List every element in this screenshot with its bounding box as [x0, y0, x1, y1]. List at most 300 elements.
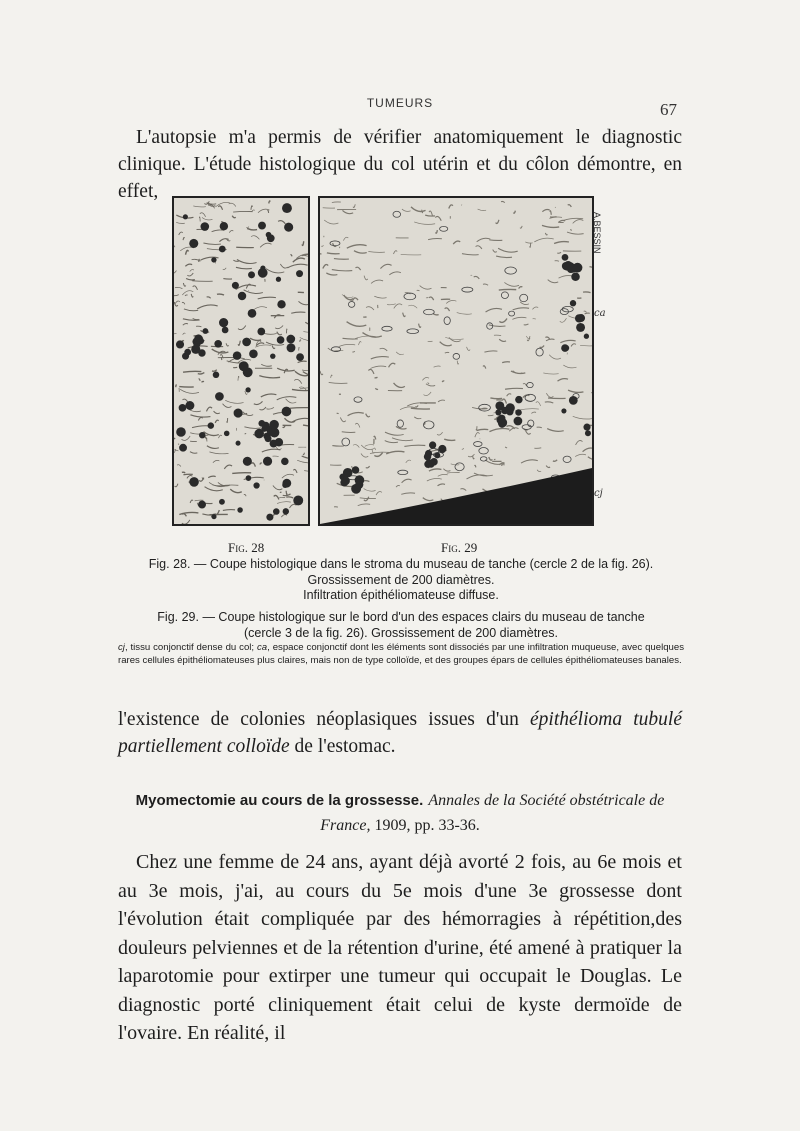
tissue-fiber	[273, 486, 282, 490]
tissue-fiber	[501, 201, 505, 202]
tissue-fiber	[190, 415, 210, 417]
tissue-fiber	[385, 441, 398, 443]
tissue-cell	[352, 466, 359, 473]
tissue-fiber	[266, 269, 284, 273]
tissue-cell	[222, 327, 229, 334]
tissue-fiber	[212, 370, 217, 371]
tissue-cell-outline	[505, 267, 517, 274]
tissue-fiber	[297, 460, 308, 463]
tissue-fiber	[182, 520, 190, 524]
tissue-fiber	[426, 384, 435, 386]
caption-29-lead: Fig. 29. —	[157, 610, 215, 624]
tissue-fiber	[396, 352, 404, 355]
tissue-fiber	[419, 324, 421, 328]
tissue-fiber	[329, 382, 348, 383]
tissue-fiber	[236, 267, 252, 269]
tissue-cell	[214, 340, 222, 348]
tissue-fiber	[280, 264, 287, 268]
tissue-fiber	[343, 237, 348, 240]
tissue-fiber	[255, 345, 271, 347]
tissue-fiber	[573, 416, 592, 419]
page-number: 67	[660, 100, 677, 119]
tissue-fiber	[489, 428, 509, 431]
tissue-fiber	[525, 242, 532, 243]
tissue-cell-outline	[440, 226, 448, 231]
tissue-fiber	[443, 469, 450, 471]
tissue-fiber	[223, 510, 235, 511]
tissue-fiber	[246, 227, 249, 228]
tissue-fiber	[237, 260, 257, 264]
tissue-fiber	[250, 338, 261, 340]
tissue-cell	[569, 396, 578, 405]
label-cj: cj	[594, 488, 603, 499]
tissue-fiber	[424, 392, 432, 396]
tissue-cell-outline	[407, 329, 419, 334]
tissue-fiber	[477, 429, 488, 430]
tissue-fiber	[342, 294, 353, 297]
tissue-fiber	[238, 376, 239, 380]
tissue-fiber	[272, 345, 275, 348]
tissue-fiber	[179, 512, 198, 514]
tissue-fiber	[583, 292, 591, 293]
plate-fig-29	[318, 196, 594, 526]
tissue-cell-outline	[348, 301, 354, 307]
tissue-cell-outline	[462, 287, 473, 292]
tissue-fiber	[290, 408, 308, 409]
tissue-fiber	[327, 253, 340, 254]
tissue-cell	[425, 459, 433, 467]
tissue-fiber	[261, 364, 271, 366]
tissue-fiber	[445, 352, 449, 353]
tissue-cell	[577, 314, 585, 322]
tissue-fiber	[251, 206, 253, 210]
fig-29-label: Fig. 29	[441, 540, 478, 555]
tissue-fiber	[324, 220, 338, 224]
tissue-fiber	[180, 389, 199, 393]
tissue-fiber	[340, 417, 345, 421]
tissue-fiber	[291, 312, 305, 313]
label-ca: ca	[594, 308, 606, 319]
tissue-cell	[176, 340, 184, 348]
tissue-cell	[245, 387, 250, 392]
tissue-fiber	[174, 271, 176, 274]
tissue-fiber	[230, 489, 242, 493]
tissue-fiber	[445, 337, 463, 339]
tissue-fiber	[175, 287, 182, 288]
tissue-cell	[343, 468, 353, 478]
tissue-cell	[571, 273, 580, 282]
tissue-fiber	[366, 466, 370, 468]
tissue-fiber	[502, 362, 510, 363]
tissue-fiber	[232, 216, 236, 218]
tissue-fiber	[293, 469, 297, 472]
tissue-fiber	[365, 445, 374, 447]
tissue-cell	[585, 430, 591, 436]
tissue-fiber	[385, 432, 404, 435]
tissue-fiber	[374, 453, 382, 457]
tissue-fiber	[445, 308, 450, 311]
tissue-cell	[220, 222, 228, 230]
tissue-fiber	[426, 297, 428, 298]
tissue-fiber	[496, 220, 499, 224]
tissue-cell-outline	[330, 241, 340, 246]
tissue-fiber	[467, 347, 471, 351]
tissue-cell-outline	[453, 353, 460, 359]
tissue-fiber	[559, 276, 574, 279]
tissue-fiber	[259, 376, 280, 378]
tissue-cell-outline	[563, 456, 571, 462]
tissue-fiber	[352, 351, 354, 352]
tissue-fiber	[505, 447, 507, 448]
tissue-fiber	[361, 453, 368, 457]
tissue-fiber	[521, 460, 538, 463]
tissue-fiber	[205, 487, 223, 491]
tissue-cell	[273, 508, 280, 515]
tissue-fiber	[374, 448, 375, 450]
tissue-cell-outline	[342, 438, 350, 446]
tissue-fiber	[484, 351, 497, 352]
tissue-fiber	[493, 250, 497, 253]
tissue-fiber	[526, 431, 531, 435]
tissue-fiber	[358, 504, 370, 506]
tissue-fiber	[282, 474, 294, 478]
tissue-fiber	[428, 382, 429, 384]
tissue-fiber	[281, 444, 295, 445]
tissue-fiber	[233, 211, 253, 212]
tissue-fiber	[361, 445, 374, 450]
histology-illustration-28	[174, 198, 308, 524]
tissue-fiber	[199, 217, 200, 222]
tissue-fiber	[504, 282, 519, 286]
note-cj-abbrev: cj	[118, 642, 125, 653]
tissue-cell	[211, 514, 216, 519]
tissue-fiber	[244, 290, 263, 294]
tissue-fiber	[401, 254, 422, 255]
tissue-fiber	[474, 276, 480, 278]
tissue-cell	[232, 282, 239, 289]
tissue-fiber	[401, 493, 415, 494]
paragraph-conclusion	[118, 706, 682, 760]
tissue-fiber	[563, 365, 576, 368]
tissue-fiber	[513, 308, 529, 310]
tissue-cell	[561, 408, 566, 413]
tissue-cell	[495, 401, 504, 410]
tissue-fiber	[305, 322, 308, 325]
tissue-fiber	[394, 304, 402, 309]
tissue-cell	[281, 458, 288, 465]
section-heading	[118, 788, 682, 838]
tissue-fiber	[238, 341, 240, 346]
tissue-fiber	[277, 332, 282, 335]
tissue-fiber	[199, 378, 201, 380]
tissue-fiber	[215, 420, 218, 423]
tissue-fiber	[212, 230, 225, 232]
tissue-fiber	[462, 448, 464, 449]
tissue-fiber	[440, 342, 452, 346]
tissue-fiber	[414, 417, 421, 419]
tissue-fiber	[193, 318, 199, 319]
note-ca-text: , espace conjonctif dont les éléments sont dissociés par une infiltration muqueuse, avec quelques rares cellules épithéliomateuses plus claires, mais non de type colloïde, et des groupes épars de cellules épithéliomateuses banales.	[118, 642, 685, 666]
histology-illustration-29	[320, 198, 592, 524]
tissue-fiber	[499, 339, 506, 341]
tissue-fiber	[580, 345, 592, 346]
tissue-fiber	[457, 361, 458, 364]
tissue-cell	[213, 371, 220, 378]
tissue-fiber	[371, 280, 383, 283]
tissue-fiber	[186, 279, 195, 280]
tissue-fiber	[303, 425, 308, 426]
tissue-fiber	[204, 432, 219, 436]
tissue-fiber	[568, 205, 572, 207]
tissue-cell	[179, 404, 187, 412]
tissue-fiber	[347, 245, 367, 249]
tissue-cell	[293, 495, 303, 505]
tissue-cell	[438, 445, 446, 453]
tissue-cell	[265, 435, 272, 442]
tissue-fiber	[512, 317, 526, 319]
tissue-fiber	[277, 502, 291, 504]
tissue-fiber	[560, 318, 567, 322]
tissue-fiber	[444, 439, 455, 440]
tissue-cell	[267, 234, 275, 242]
tissue-fiber	[364, 276, 368, 280]
tissue-fiber	[374, 296, 386, 298]
tissue-fiber	[332, 202, 341, 203]
tissue-cell	[253, 482, 259, 488]
tissue-fiber	[326, 273, 337, 275]
tissue-fiber	[353, 445, 359, 448]
tissue-fiber	[286, 491, 287, 495]
tissue-cell-outline	[536, 348, 543, 356]
tissue-fiber	[488, 415, 494, 416]
tissue-fiber	[286, 497, 293, 498]
tissue-fiber	[396, 485, 400, 487]
tissue-fiber	[429, 469, 441, 471]
tissue-fiber	[389, 363, 396, 367]
tissue-fiber	[251, 463, 255, 467]
tissue-cell-outline	[479, 448, 488, 454]
caption-29-line1: Coupe histologique sur le bord d'un des espaces clairs du museau de tanche	[214, 610, 645, 624]
tissue-fiber	[550, 211, 551, 215]
tissue-fiber	[184, 309, 198, 311]
tissue-fiber	[542, 209, 549, 211]
tissue-fiber	[368, 369, 374, 374]
tissue-fiber	[486, 308, 502, 312]
tissue-cell	[184, 349, 191, 356]
tissue-cell	[355, 481, 363, 489]
tissue-fiber	[202, 217, 212, 219]
tissue-fiber	[545, 233, 547, 235]
tissue-cell	[199, 432, 205, 438]
tissue-fiber	[478, 209, 487, 210]
tissue-fiber	[420, 286, 432, 290]
tissue-fiber	[546, 466, 550, 468]
tissue-fiber	[519, 287, 523, 289]
tissue-fiber	[476, 246, 482, 249]
tissue-fiber	[214, 411, 220, 413]
tissue-fiber	[244, 494, 246, 496]
tissue-fiber	[403, 313, 406, 317]
caption-fig-29	[118, 610, 684, 641]
tissue-fiber	[342, 210, 353, 213]
tissue-fiber	[513, 211, 515, 214]
tissue-fiber	[217, 294, 224, 295]
tissue-fiber	[223, 404, 232, 408]
tissue-fiber	[545, 402, 553, 403]
tissue-fiber	[274, 495, 279, 499]
tissue-cell	[215, 392, 224, 401]
tissue-fiber	[368, 252, 385, 253]
tissue-cell	[211, 257, 216, 262]
tissue-cell	[424, 453, 431, 460]
plate-fig-28	[172, 196, 310, 526]
tissue-cell	[237, 507, 243, 513]
tissue-fiber	[332, 270, 352, 271]
tissue-cell	[233, 351, 242, 360]
tissue-fiber	[238, 326, 246, 330]
tissue-fiber	[185, 264, 192, 266]
tissue-fiber	[182, 436, 191, 440]
tissue-fiber	[183, 324, 188, 326]
tissue-fiber	[366, 414, 370, 417]
tissue-fiber	[183, 283, 185, 286]
tissue-fiber	[375, 388, 378, 389]
tissue-fiber	[483, 284, 488, 285]
tissue-cell	[198, 338, 204, 344]
fig-28-label: Fig. 28	[228, 540, 265, 555]
tissue-fiber	[473, 456, 475, 459]
tissue-fiber	[182, 302, 185, 304]
tissue-fiber	[560, 340, 575, 342]
tissue-fiber	[364, 489, 376, 492]
tissue-cell	[266, 514, 273, 521]
caption-28-lead: Fig. 28. —	[148, 557, 207, 571]
tissue-cell-outline	[509, 311, 515, 316]
tissue-fiber	[531, 412, 536, 413]
tissue-cell	[514, 417, 523, 426]
tissue-fiber	[355, 423, 360, 427]
tissue-fiber	[202, 381, 204, 382]
tissue-fiber	[519, 409, 539, 410]
tissue-cell	[179, 444, 187, 452]
tissue-fiber	[532, 307, 538, 309]
tissue-fiber	[446, 300, 456, 303]
tissue-fiber	[262, 449, 281, 452]
tissue-cell	[200, 222, 209, 231]
tissue-fiber	[227, 418, 228, 422]
tissue-fiber	[437, 432, 443, 435]
tissue-fiber	[183, 371, 201, 372]
tissue-fiber	[219, 435, 222, 438]
histology-figure	[172, 196, 596, 526]
tissue-fiber	[575, 454, 586, 456]
tissue-fiber	[436, 230, 438, 233]
tissue-fiber	[247, 228, 257, 229]
tissue-cell	[257, 328, 265, 336]
tissue-fiber	[557, 252, 561, 253]
tissue-cell	[495, 409, 501, 415]
tissue-cell	[243, 457, 252, 466]
tissue-cell-outline	[501, 292, 508, 299]
tissue-fiber	[545, 337, 549, 339]
tissue-cell	[282, 407, 292, 417]
tissue-fiber	[223, 279, 232, 280]
tissue-cell	[239, 361, 249, 371]
tissue-fiber	[303, 453, 304, 455]
tissue-cell	[277, 336, 285, 344]
tissue-fiber	[583, 448, 592, 452]
tissue-fiber	[499, 319, 507, 323]
tissue-fiber	[304, 256, 308, 257]
tissue-fiber	[213, 460, 220, 462]
tissue-fiber	[183, 399, 188, 402]
tissue-cell	[276, 277, 281, 282]
tissue-fiber	[287, 264, 307, 268]
tissue-fiber	[422, 378, 429, 381]
tissue-fiber	[215, 202, 231, 206]
tissue-fiber	[278, 221, 285, 224]
tissue-fiber	[356, 267, 361, 270]
tissue-cell	[434, 452, 440, 458]
tissue-fiber	[568, 390, 583, 392]
tissue-fiber	[281, 515, 287, 518]
tissue-cell	[183, 214, 188, 219]
tissue-fiber	[348, 412, 364, 415]
tissue-fiber	[588, 457, 592, 461]
tissue-fiber	[438, 484, 445, 486]
tissue-fiber	[438, 400, 445, 402]
tissue-cell	[185, 401, 194, 410]
tissue-fiber	[299, 347, 300, 350]
tissue-fiber	[475, 433, 480, 438]
tissue-fiber	[375, 377, 378, 378]
tissue-fiber	[200, 213, 206, 217]
tissue-fiber	[411, 207, 426, 212]
tissue-fiber	[576, 440, 583, 444]
tissue-cell	[258, 222, 266, 230]
tissue-fiber	[243, 412, 253, 416]
note-cj-text: , tissu conjonctif dense du col;	[124, 642, 257, 653]
tissue-cell	[576, 323, 585, 332]
tissue-fiber	[433, 314, 438, 315]
tissue-fiber	[543, 373, 558, 374]
tissue-fiber	[380, 348, 388, 351]
tissue-fiber	[523, 383, 527, 386]
tissue-fiber	[229, 230, 233, 232]
tissue-cell	[258, 268, 268, 278]
tissue-cell	[277, 300, 285, 308]
tissue-fiber	[300, 337, 308, 340]
tissue-fiber	[371, 366, 387, 368]
tissue-cell	[284, 223, 293, 232]
tissue-cell	[249, 350, 258, 359]
tissue-cell-outline	[525, 394, 535, 401]
tissue-fiber	[258, 297, 276, 299]
tissue-fiber	[453, 241, 460, 244]
tissue-fiber	[342, 432, 356, 433]
tissue-fiber	[547, 429, 564, 432]
tissue-fiber	[223, 268, 226, 270]
tissue-fiber	[224, 465, 232, 469]
tissue-fiber	[334, 259, 349, 260]
tissue-fiber	[254, 401, 263, 404]
tissue-fiber	[186, 250, 189, 254]
tissue-fiber	[183, 238, 184, 241]
tissue-cell	[238, 292, 246, 300]
tissue-fiber	[414, 222, 435, 224]
tissue-cell-outline	[398, 470, 408, 474]
tissue-fiber	[321, 245, 323, 246]
